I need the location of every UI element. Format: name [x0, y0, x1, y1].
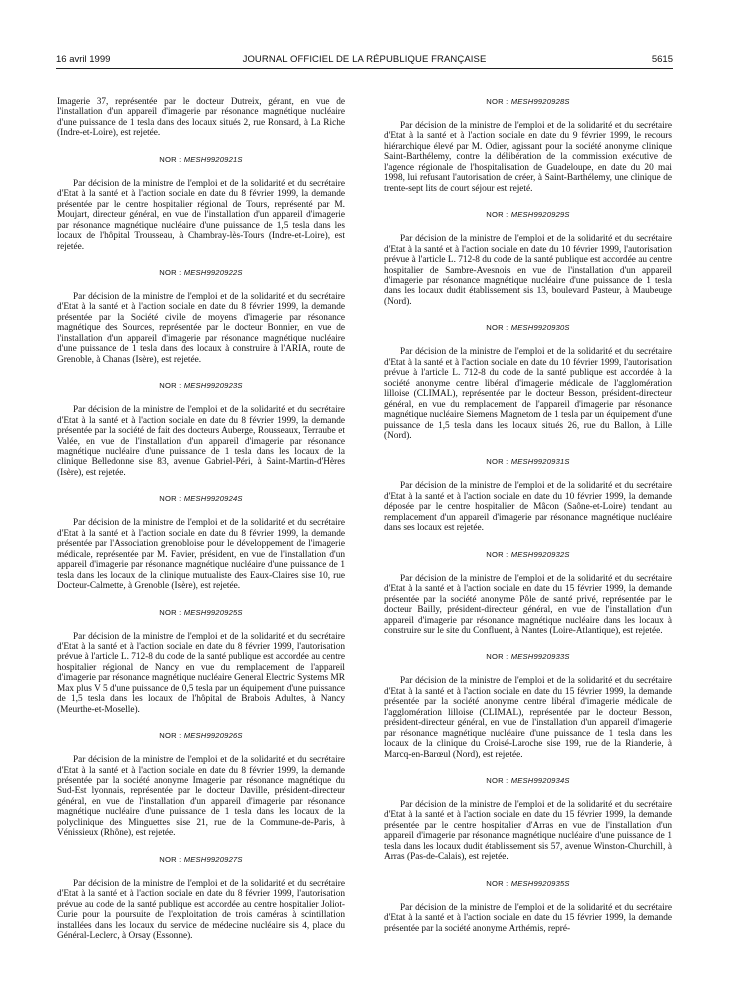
journal-title: JOURNAL OFFICIEL DE LA RÉPUBLIQUE FRANÇAISE	[242, 54, 487, 65]
nor-reference	[57, 855, 345, 864]
nor-code: MESH9920928S	[510, 97, 570, 106]
decision-text: Par décision de la ministre de l'emploi et de la solidarité et du secrétaire d'Etat à la santé et à l'action sociale en date du 9 février 1999, le recours hiérarchique élevé par M. Odier, agissant pour la société anonyme clinique Saint-Barthélemy, contre la délibération de la commission exécutive de l'agence régionale de l'hospitalisation de Guadeloupe, en date du 20 mai 1998, lui refusant l'autorisation de créer, à Saint-Barthélemy, une clinique de trente-sept lits de court séjour est rejeté.	[384, 121, 672, 194]
nor-reference	[57, 494, 345, 503]
nor-reference	[384, 323, 672, 332]
nor-code: MESH9920931S	[510, 457, 570, 467]
nor-code: MESH9920924S	[183, 494, 243, 504]
decision-text: Par décision de la ministre de l'emploi et de la solidarité et du secrétaire d'Etat à la santé et à l'action sociale en date du 10 février 1999, l'autorisation prévue à l'article L. 712-8 du code de la santé publique est accordée à la société anonyme centre libéral d'imagerie médicale de l'agglomération lilloise (CLIMAL), représentée par le docteur Besson, président-directeur général, en vue du remplacement de l'appareil d'imagerie par résonance magnétique nucléaire Siemens Magnetom de 1 tesla par un équipement d'une puissance de 1,5 tesla dans les locaux situés 26, rue du Ballon, à Lille (Nord).	[384, 347, 672, 441]
page-number: 5615	[651, 54, 673, 65]
nor-code: MESH9920933S	[510, 652, 570, 662]
nor-label: NOR :	[159, 494, 182, 504]
nor-label: NOR :	[159, 154, 182, 164]
decision-text: Par décision de la ministre de l'emploi et de la solidarité et du secrétaire d'Etat à la santé et à l'action sociale en date du 15 février 1999, la demande présentée par la société anonyme centre libéral d'imagerie médicale de l'agglomération lilloise (CLIMAL), représentée par le docteur Besson, président-directeur général, en vue de l'installation d'un appareil d'imagerie par résonance magnétique nucléaire d'une puissance de 1 tesla dans les locaux de la clinique du Croisé-Laroche sise 199, rue de la Rianderie, à Marcq-en-Barœul (Nord), est rejetée.	[384, 676, 672, 760]
page-header	[56, 54, 673, 68]
nor-code: MESH9920935S	[510, 878, 570, 888]
decision-text: Par décision de la ministre de l'emploi et de la solidarité et du secrétaire d'Etat à la santé et à l'action sociale en date du 8 février 1999, l'autorisation prévue au code de la santé publique est accordée au centre hospitalier Joliot-Curie pour la poursuite de l'exploitation de trois caméras à scintillation installées dans les locaux du service de médecine nucléaire sis 4, place du Général-Leclerc, à Orsay (Essonne).	[57, 878, 345, 942]
nor-reference	[57, 608, 345, 617]
decision-text: Par décision de la ministre de l'emploi et de la solidarité et du secrétaire d'Etat à la santé et à l'action sociale en date du 8 février 1999, la demande présentée par l'Association grenobloise pour le développement de l'imagerie médicale, représentée par M. Favier, président, en vue de l'installation d'un appareil d'imagerie par résonance magnétique nucléaire d'une puissance de 1 tesla dans les locaux de la clinique mutualiste des Eaux-Claires sise 10, rue Docteur-Calmette, à Grenoble (Isère), est rejetée.	[57, 518, 345, 592]
decision-text: Par décision de la ministre de l'emploi et de la solidarité et du secrétaire d'Etat à la santé et à l'action sociale en date du 15 février 1999, la demande présentée par la société anonyme Arthémis, repré-	[384, 902, 672, 934]
nor-code: MESH9920921S	[183, 154, 243, 164]
nor-reference	[384, 97, 672, 106]
nor-code: MESH9920923S	[183, 381, 243, 391]
decision-text: Par décision de la ministre de l'emploi et de la solidarité et du secrétaire d'Etat à la santé et à l'action sociale en date du 10 février 1999, l'autorisation prévue à l'article L. 712-8 du code de la santé publique est accordée au centre hospitalier de Sambre-Avesnois en vue de l'installation d'un appareil d'imagerie par résonance magnétique nucléaire d'une puissance de 1 tesla dans les locaux dudit établissement sis 13, boulevard Pasteur, à Maubeuge (Nord).	[384, 234, 672, 307]
nor-code: MESH9920922S	[183, 267, 243, 277]
decision-text: Par décision de la ministre de l'emploi et de la solidarité et du secrétaire d'Etat à la santé et à l'action sociale en date du 8 février 1999, l'autorisation prévue à l'article L. 712-8 du code de la santé publique est accordée au centre hospitalier régional de Nancy en vue du remplacement de l'appareil d'imagerie par résonance magnétique nucléaire General Electric Systems MR Max plus V 5 d'une puissance de 0,5 tesla par un équipement d'une puissance de 1,5 tesla dans les locaux de l'hôpital de Brabois Adultes, à Nancy (Meurthe-et-Moselle).	[57, 631, 345, 715]
nor-label: NOR :	[159, 731, 182, 741]
nor-code: MESH9920925S	[183, 607, 243, 617]
decision-text: Par décision de la ministre de l'emploi et de la solidarité et du secrétaire d'Etat à la santé et à l'action sociale en date du 15 février 1999, la demande présentée par le centre hospitalier d'Arras en vue de l'installation d'un appareil d'imagerie par résonance magnétique nucléaire d'une puissance de 1 tesla dans les locaux dudit établissement sis 57, avenue Winston-Churchill, à Arras (Pas-de-Calais), est rejetée.	[384, 800, 672, 863]
nor-label: NOR :	[159, 267, 182, 277]
nor-reference	[57, 731, 345, 740]
nor-code: MESH9920932S	[510, 549, 570, 559]
nor-label: NOR :	[486, 549, 509, 559]
nor-code: MESH9920926S	[183, 731, 243, 741]
nor-reference	[384, 210, 672, 219]
nor-label: NOR :	[486, 878, 509, 888]
nor-reference	[384, 776, 672, 785]
decision-text: Par décision de la ministre de l'emploi et de la solidarité et du secrétaire d'Etat à la santé et à l'action sociale en date du 8 février 1999, la demande présentée par la société de fait des docteurs Auberge, Rousseaux, Terraube et Valée, en vue de l'installation d'un appareil d'imagerie par résonance magnétique nucléaire d'une puissance de 1 tesla dans les locaux de la clinique Belledonne sise 83, avenue Gabriel-Péri, à Saint-Martin-d'Hères (Isère), est rejetée.	[57, 405, 345, 478]
nor-code: MESH9920929S	[510, 210, 570, 220]
nor-reference	[384, 879, 672, 888]
nor-label: NOR :	[486, 457, 509, 467]
nor-label: NOR :	[159, 607, 182, 617]
nor-code: MESH9920934S	[510, 776, 570, 786]
decision-text: Imagerie 37, représentée par le docteur Dutreix, gérant, en vue de l'installation d'un appareil d'imagerie par résonance magnétique nucléaire d'une puissance de 1 tesla dans des locaux situés 2, rue Ronsard, à La Riche (Indre-et-Loire), est rejetée.	[57, 97, 345, 139]
nor-reference	[57, 381, 345, 390]
nor-code: MESH9920930S	[510, 323, 570, 333]
nor-label: NOR :	[486, 323, 509, 333]
nor-label: NOR :	[486, 652, 509, 662]
header-date: 16 avril 1999	[56, 54, 111, 65]
left-column	[57, 97, 345, 941]
nor-reference	[384, 457, 672, 466]
right-column	[384, 97, 672, 934]
nor-reference	[384, 550, 672, 559]
decision-text: Par décision de la ministre de l'emploi et de la solidarité et du secrétaire d'Etat à la santé et à l'action sociale en date du 8 février 1999, la demande présentée par le centre hospitalier régional de Tours, représenté par M. Moujart, directeur général, en vue de l'installation d'un appareil d'imagerie par résonance magnétique nucléaire d'une puissance de 1,5 tesla dans les locaux de l'hôpital Trousseau, à Chambray-lès-Tours (Indre-et-Loire), est rejetée.	[57, 178, 345, 252]
nor-reference	[384, 652, 672, 661]
decision-text: Par décision de la ministre de l'emploi et de la solidarité et du secrétaire d'Etat à la santé et à l'action sociale en date du 10 février 1999, la demande déposée par le centre hospitalier de Mâcon (Saône-et-Loire) tendant au remplacement d'un appareil d'imagerie par résonance magnétique nucléaire dans ses locaux est rejetée.	[384, 481, 672, 534]
nor-label: NOR :	[159, 854, 182, 864]
decision-text: Par décision de la ministre de l'emploi et de la solidarité et du secrétaire d'Etat à la santé et à l'action sociale en date du 15 février 1999, la demande présentée par la société anonyme Pôle de santé privé, représentée par le docteur Bailly, président-directeur général, en vue de l'installation d'un appareil d'imagerie par résonance magnétique nucléaire dans les locaux à construire sur le site du Confluent, à Nantes (Loire-Atlantique), est rejetée.	[384, 573, 672, 636]
nor-reference	[57, 155, 345, 164]
decision-text: Par décision de la ministre de l'emploi et de la solidarité et du secrétaire d'Etat à la santé et à l'action sociale en date du 8 février 1999, la demande présentée par la société anonyme Imagerie par résonance magnétique du Sud-Est lyonnais, représentée par le docteur Daville, président-directeur général, en vue de l'installation d'un appareil d'imagerie par résonance magnétique nucléaire d'une puissance de 1 tesla dans les locaux de la polyclinique des Minguettes sise 21, rue de la Commune-de-Paris, à Vénissieux (Rhône), est rejetée.	[57, 755, 345, 839]
header-rule	[56, 68, 673, 69]
nor-label: NOR :	[486, 210, 509, 220]
nor-label: NOR :	[486, 776, 509, 786]
nor-label: NOR :	[159, 381, 182, 391]
nor-code: MESH9920927S	[183, 854, 243, 864]
nor-label: NOR :	[486, 97, 509, 106]
decision-text: Par décision de la ministre de l'emploi et de la solidarité et du secrétaire d'Etat à la santé et à l'action sociale en date du 8 février 1999, la demande présentée par la Société civile de moyens d'imagerie par résonance magnétique des Sources, représentée par le docteur Bonnier, en vue de l'installation d'un appareil d'imagerie par résonance magnétique nucléaire d'une puissance de 1 tesla dans des locaux à construire à l'ARIA, route de Grenoble, à Chanas (Isère), est rejetée.	[57, 291, 345, 365]
nor-reference	[57, 268, 345, 277]
